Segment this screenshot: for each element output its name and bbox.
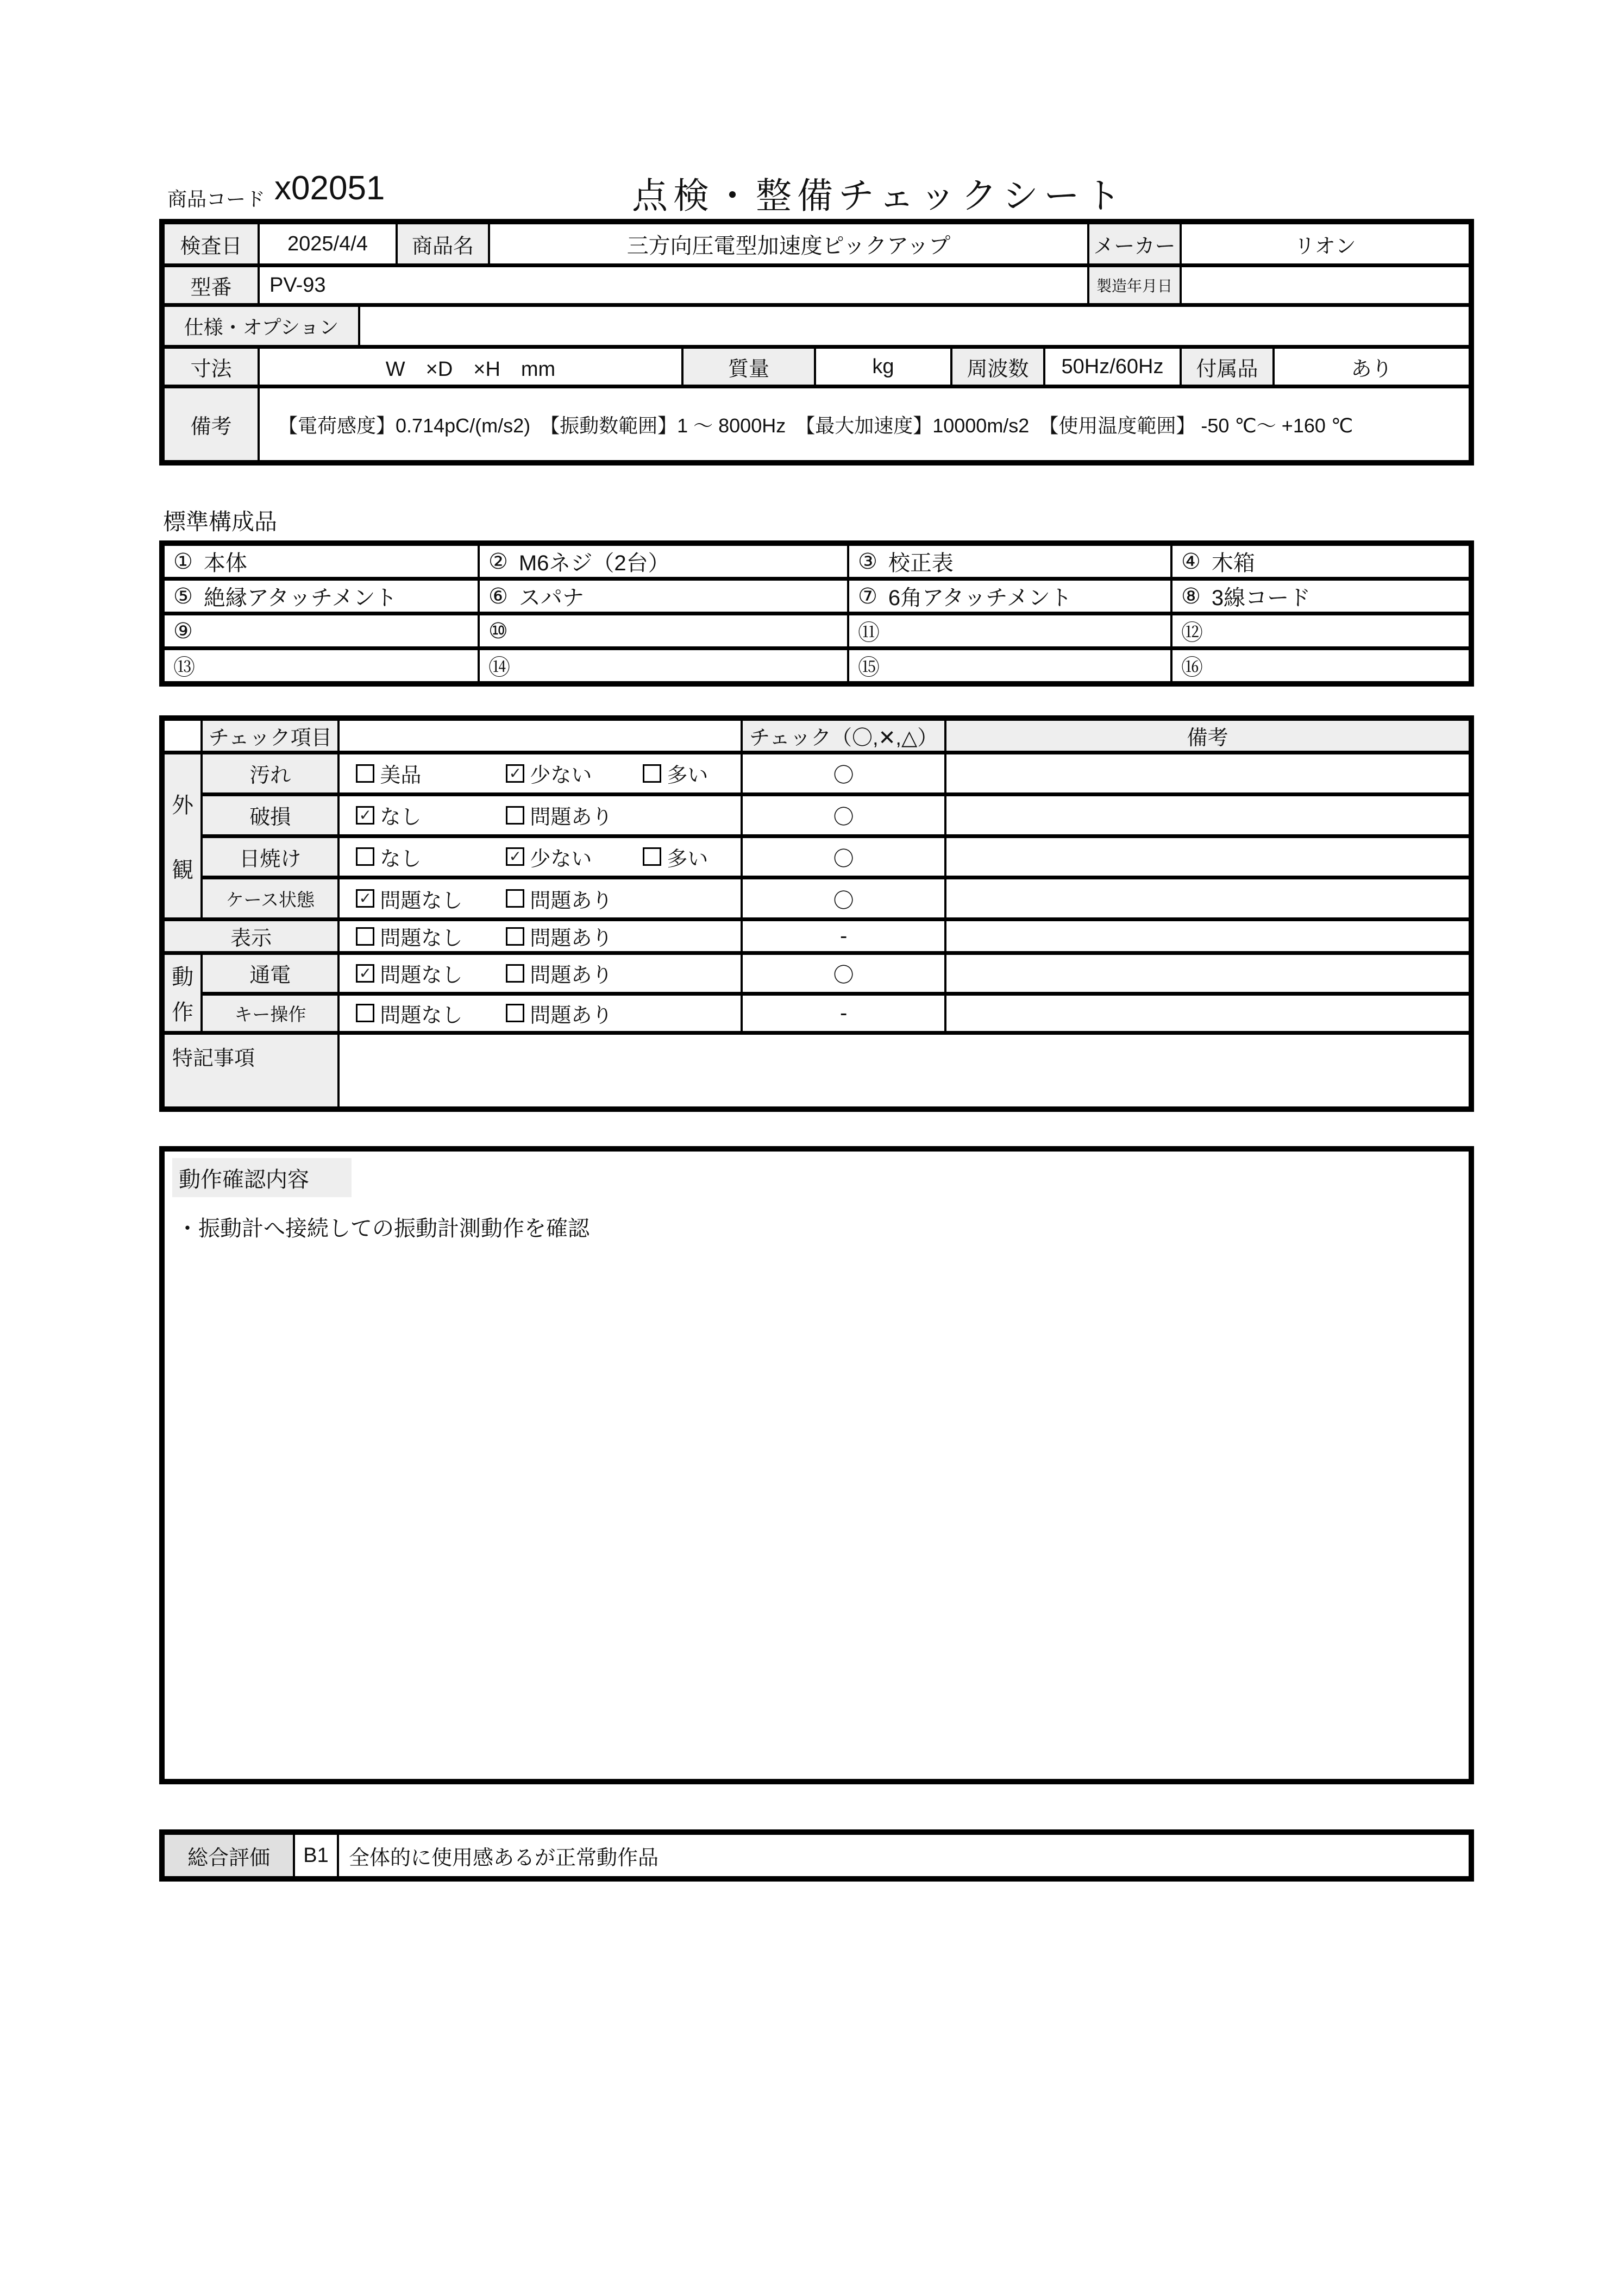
option-label: 多い (667, 764, 708, 788)
inspection-date-label: 検査日 (165, 224, 260, 263)
component-item (849, 546, 1172, 577)
remark-cell (945, 993, 1471, 1033)
options-cell (338, 920, 742, 953)
components-row-1 (165, 546, 1469, 581)
check-row-damage (162, 794, 1471, 836)
options-cell (338, 953, 742, 994)
option-label: 問題なし (380, 964, 463, 987)
group-char: 観 (172, 858, 194, 882)
options-cell (338, 836, 742, 878)
item-label: M6ネジ（2台） (518, 551, 670, 575)
spec-option-label: 仕様・オプション (165, 307, 360, 345)
overall-evaluation (159, 1829, 1474, 1882)
check-table-header (162, 718, 1471, 753)
frequency-value: 50Hz/60Hz (1045, 349, 1182, 385)
item-label: 木箱 (1211, 551, 1255, 575)
component-item (480, 546, 849, 577)
remark-cell (945, 953, 1471, 994)
components-table (159, 540, 1474, 687)
check-result: 〇 (742, 953, 945, 994)
component-item (849, 581, 1172, 612)
check-row-keys (162, 993, 1471, 1033)
option (506, 998, 643, 1028)
maker-label: メーカー (1089, 224, 1182, 263)
component-item (849, 615, 1172, 646)
item-number: ④ (1181, 549, 1201, 574)
checkbox[interactable]: ✓ (356, 806, 374, 825)
checkbox[interactable] (506, 927, 524, 946)
model-label: 型番 (165, 267, 260, 303)
page-title: 点検・整備チェックシート (632, 175, 1127, 216)
group-operation (162, 953, 202, 1033)
components-row-2 (165, 581, 1469, 615)
components-row-3 (165, 615, 1469, 650)
component-item (480, 615, 849, 646)
checkbox[interactable]: ✓ (356, 964, 374, 983)
item-label: スパナ (518, 586, 584, 610)
option-label: 問題あり (530, 1004, 613, 1027)
checkbox[interactable] (356, 764, 374, 783)
item-number: ⑫ (1181, 621, 1203, 645)
remark-cell (945, 920, 1471, 953)
option (506, 884, 643, 914)
inspection-date-value: 2025/4/4 (260, 224, 398, 263)
options-cell (338, 993, 742, 1033)
check-row-notes (162, 1033, 1471, 1109)
checkbox[interactable] (643, 847, 661, 866)
option-label: 美品 (380, 764, 422, 788)
component-item (165, 546, 480, 577)
checkbox[interactable] (506, 889, 524, 908)
info-row-1 (165, 224, 1469, 267)
item-label: 本体 (203, 551, 247, 575)
option (506, 800, 643, 830)
item-number: ⑮ (858, 656, 880, 680)
option (356, 958, 506, 988)
group-char: 外 (172, 794, 194, 817)
option-label: 問題あり (530, 964, 613, 987)
product-name-label: 商品名 (398, 224, 490, 263)
info-row-4 (165, 349, 1469, 388)
remarks-value: 【電荷感度】0.714pC/(m/s2) 【振動数範囲】1 ～ 8000Hz 【最大加速度】10000m/s2 【使用温度範囲】 -50 ℃～ +160 ℃ (278, 414, 1353, 437)
operation-check-heading: 動作確認内容 (172, 1158, 352, 1197)
options-header (338, 718, 742, 753)
operation-check-box (159, 1146, 1474, 1784)
item-number: ⑩ (488, 619, 508, 643)
checkbox[interactable] (506, 964, 524, 983)
options-cell (338, 753, 742, 795)
component-item (849, 650, 1172, 681)
option-label: なし (380, 806, 422, 829)
special-notes-value (338, 1033, 1471, 1109)
item-label: 3線コード (1211, 586, 1311, 610)
remarks-header: 備考 (945, 718, 1471, 753)
item-number: ⑬ (173, 656, 195, 680)
check-row-dirt (162, 753, 1471, 795)
mfg-date-label: 製造年月日 (1089, 267, 1182, 303)
row-label: ケース状態 (202, 878, 338, 920)
accessories-label: 付属品 (1182, 349, 1275, 385)
remark-cell (945, 794, 1471, 836)
component-item (480, 581, 849, 612)
options-cell (338, 878, 742, 920)
item-number: ⑤ (173, 584, 193, 608)
overall-label: 総合評価 (165, 1835, 295, 1876)
checkbox[interactable] (506, 806, 524, 825)
row-label: 表示 (162, 920, 338, 953)
option-label: 少ない (530, 764, 592, 788)
check-item-header: チェック項目 (202, 718, 338, 753)
option-label: 問題なし (380, 927, 463, 950)
option-label: 少ない (530, 847, 592, 871)
check-result: 〇 (742, 878, 945, 920)
checkbox[interactable] (356, 927, 374, 946)
option (643, 758, 741, 788)
checkbox[interactable] (356, 847, 374, 866)
item-number: ⑨ (173, 619, 193, 643)
option-label: 問題あり (530, 927, 613, 950)
option (356, 921, 506, 951)
product-code-value: x02051 (274, 169, 385, 207)
check-row-power (162, 953, 1471, 994)
option (506, 958, 643, 988)
option-label: 問題なし (380, 1004, 463, 1027)
checkbox[interactable]: ✓ (356, 889, 374, 908)
item-number: ⑯ (1181, 656, 1203, 680)
header-spacer (162, 718, 202, 753)
overall-grade: B1 (295, 1835, 339, 1876)
info-table (159, 219, 1474, 466)
item-number: ⑪ (858, 621, 880, 645)
operation-check-line: ・振動計へ接続しての振動計測動作を確認 (177, 1217, 590, 1241)
check-mark-header: チェック（〇,✕,△） (742, 718, 945, 753)
check-result: - (742, 920, 945, 953)
checkbox[interactable]: ✓ (506, 847, 524, 866)
remark-cell (945, 753, 1471, 795)
frequency-label: 周波数 (952, 349, 1045, 385)
option-label: 問題あり (530, 806, 613, 829)
remark-cell (945, 836, 1471, 878)
component-item (1172, 581, 1469, 612)
option-label: なし (380, 847, 422, 871)
option (356, 998, 506, 1028)
checkbox[interactable] (643, 764, 661, 783)
accessories-value: あり (1351, 357, 1393, 381)
remark-cell (945, 878, 1471, 920)
sheet-header (159, 160, 1474, 220)
component-item (1172, 615, 1469, 646)
check-row-case (162, 878, 1471, 920)
option-label: 問題あり (530, 889, 613, 913)
maker-value: リオン (1294, 235, 1356, 258)
check-table (159, 715, 1474, 1112)
check-result: 〇 (742, 794, 945, 836)
group-appearance (162, 753, 202, 920)
mfg-date-value (1182, 267, 1469, 303)
option (506, 842, 643, 872)
special-notes-label: 特記事項 (162, 1033, 338, 1109)
row-label: 汚れ (202, 753, 338, 795)
item-number: ② (488, 549, 508, 574)
components-heading: 標準構成品 (163, 509, 278, 534)
remarks-label: 備考 (165, 388, 260, 460)
component-item (480, 650, 849, 681)
check-row-sunfade (162, 836, 1471, 878)
group-char: 作 (172, 1001, 194, 1025)
model-value: PV-93 (260, 267, 1089, 303)
check-result: 〇 (742, 753, 945, 795)
item-number: ① (173, 549, 193, 574)
weight-value: kg (816, 349, 952, 385)
product-code-label: 商品コード (167, 188, 266, 210)
option (643, 842, 741, 872)
row-label: 通電 (202, 953, 338, 994)
item-label: 絶縁アタッチメント (203, 586, 397, 610)
info-row-remarks (165, 388, 1469, 460)
component-item (165, 615, 480, 646)
checkbox[interactable]: ✓ (506, 764, 524, 783)
item-number: ⑥ (488, 584, 508, 608)
dimensions-value: W ×D ×H mm (260, 349, 684, 385)
item-number: ⑦ (858, 584, 877, 608)
components-row-4 (165, 650, 1469, 681)
option (356, 758, 506, 788)
check-result: 〇 (742, 836, 945, 878)
dimensions-label: 寸法 (165, 349, 260, 385)
row-label: キー操作 (202, 993, 338, 1033)
option-label: 問題なし (380, 889, 463, 913)
group-char: 動 (172, 965, 194, 989)
item-number: ⑧ (1181, 584, 1201, 608)
component-item (165, 650, 480, 681)
product-name-value: 三方向圧電型加速度ピックアップ (490, 224, 1089, 263)
row-label: 破損 (202, 794, 338, 836)
info-row-2 (165, 267, 1469, 307)
component-item (165, 581, 480, 612)
options-cell (338, 794, 742, 836)
component-item (1172, 546, 1469, 577)
item-label: 6角アタッチメント (888, 586, 1072, 610)
overall-row (165, 1835, 1469, 1876)
spec-option-value (360, 307, 1469, 345)
option-label: 多い (667, 847, 708, 871)
checkbox[interactable] (356, 1004, 374, 1022)
option (356, 884, 506, 914)
info-row-3 (165, 307, 1469, 349)
item-number: ③ (858, 549, 877, 574)
check-result: - (742, 993, 945, 1033)
checkbox[interactable] (506, 1004, 524, 1022)
option (506, 758, 643, 788)
option (506, 921, 643, 951)
option (356, 842, 506, 872)
option (356, 800, 506, 830)
component-item (1172, 650, 1469, 681)
check-row-display (162, 920, 1471, 953)
item-label: 校正表 (888, 551, 954, 575)
item-number: ⑭ (488, 656, 510, 680)
overall-comment: 全体的に使用感あるが正常動作品 (349, 1846, 659, 1870)
weight-label: 質量 (684, 349, 816, 385)
row-label: 日焼け (202, 836, 338, 878)
